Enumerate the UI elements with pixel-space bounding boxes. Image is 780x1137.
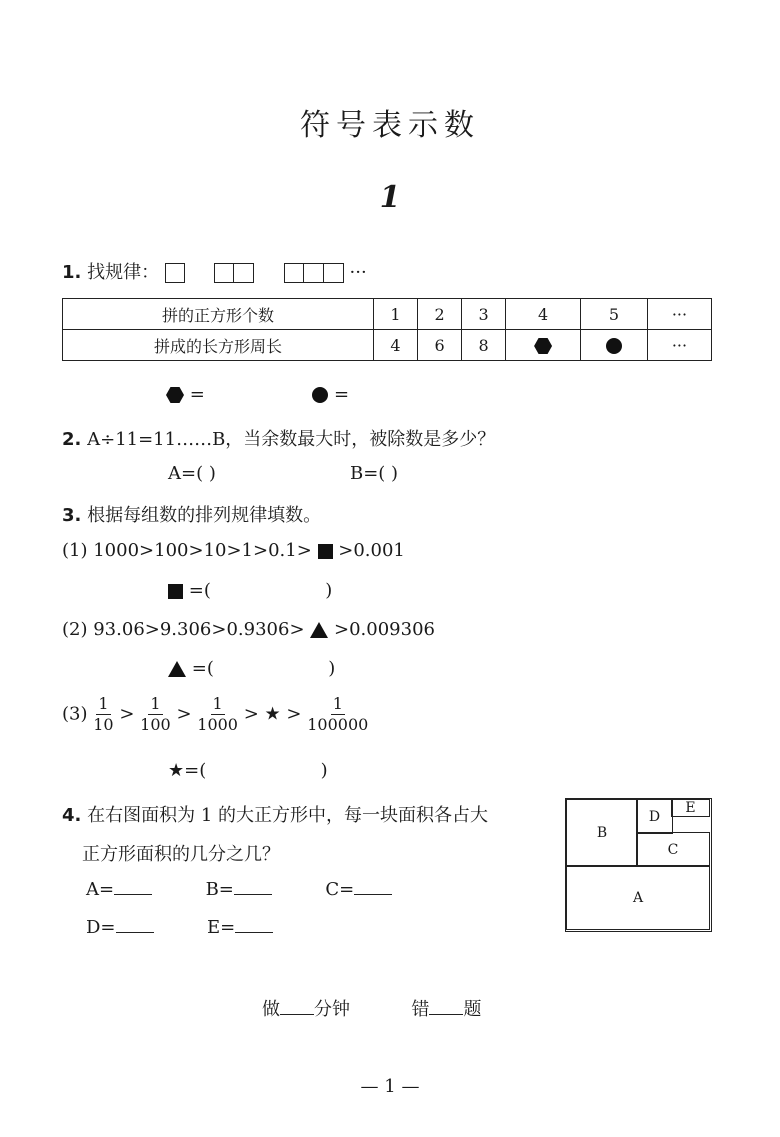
hexagon-icon — [534, 338, 552, 354]
star-icon: ★ — [264, 703, 281, 725]
question-text: 在右图面积为 1 的大正方形中，每一块面积各占大 — [87, 805, 489, 826]
table-cell: 4 — [506, 299, 581, 330]
answer-label: D= — [86, 917, 116, 938]
answer-blank: =( ) — [184, 760, 328, 781]
answer-a: A=( ) — [168, 463, 216, 484]
question-text: 找规律： — [87, 262, 160, 283]
q3-part-2-answer — [168, 658, 335, 679]
question-1 — [62, 258, 367, 284]
table-cell: 1 — [374, 299, 418, 330]
area-diagram — [565, 798, 712, 932]
page-number: — 1 — — [360, 1076, 420, 1097]
table-header-cell: 拼成的长方形周长 — [63, 330, 374, 361]
label-minutes: 分钟 — [314, 999, 350, 1020]
hexagon-icon — [166, 387, 184, 403]
label-problems: 题 — [463, 999, 482, 1020]
q4-answers-row2 — [86, 917, 273, 938]
sequence-text: >0.001 — [338, 540, 405, 561]
region-d: D — [636, 799, 673, 834]
page-title: 符号表示数 — [300, 108, 480, 143]
table-row — [63, 299, 712, 330]
region-b: B — [566, 799, 638, 867]
table-cell: 4 — [374, 330, 418, 361]
equals-sign: = — [334, 384, 350, 405]
question-number: 1. — [62, 262, 82, 283]
answer-blank: =( ) — [191, 658, 336, 679]
q4-answers-row1 — [86, 879, 392, 900]
question-number: 3. — [62, 505, 82, 526]
pattern-table — [62, 298, 712, 361]
part-label: (3) — [62, 703, 88, 725]
q3-part-3-answer — [168, 760, 328, 781]
label-do: 做 — [262, 999, 280, 1020]
answer-blank: =( ) — [188, 580, 333, 601]
question-number: 4. — [62, 805, 82, 826]
region-e: E — [671, 799, 710, 817]
one-square-icon — [165, 263, 185, 283]
section-number: 1 — [379, 180, 401, 215]
part-label: (2) — [62, 619, 88, 640]
sequence-text: 1000>100>10>1>0.1> — [93, 540, 312, 561]
fraction: $\frac{1}{100}$ — [140, 694, 171, 734]
table-cell: 8 — [462, 330, 506, 361]
region-c: C — [636, 832, 710, 867]
greater-than: > — [286, 703, 302, 725]
label-wrong: 错 — [411, 999, 430, 1020]
table-cell: 3 — [462, 299, 506, 330]
q3-part-3 — [62, 694, 368, 735]
answer-b: B=( ) — [350, 463, 399, 484]
table-row — [63, 330, 712, 361]
table-cell: 2 — [418, 299, 462, 330]
table-cell: ··· — [647, 330, 711, 361]
question-text: A÷11=11……B，当余数最大时，被除数是多少？ — [87, 429, 496, 450]
sequence-text: 93.06>9.306>0.9306> — [93, 619, 305, 640]
q3-part-1-answer — [168, 580, 332, 601]
circle-icon — [606, 338, 622, 354]
fraction: $\frac{1}{1000}$ — [197, 694, 238, 734]
two-squares-icon — [214, 263, 254, 283]
time-record — [262, 995, 481, 1021]
table-cell — [506, 330, 581, 361]
part-label: (1) — [62, 540, 88, 561]
table-header-cell: 拼的正方形个数 — [63, 299, 374, 330]
question-3 — [62, 501, 321, 527]
triangle-icon — [310, 622, 328, 638]
q3-part-2 — [62, 619, 435, 640]
region-a: A — [566, 865, 710, 930]
black-square-icon — [168, 584, 183, 599]
answer-label: C= — [325, 879, 355, 900]
three-squares-icon — [284, 263, 344, 283]
fraction: $\frac{1}{100000}$ — [307, 694, 369, 734]
table-cell: 5 — [580, 299, 647, 330]
question-4 — [62, 801, 488, 827]
black-square-icon — [318, 544, 333, 559]
answer-label: A= — [86, 879, 115, 900]
answer-label: B= — [205, 879, 234, 900]
table-cell: ··· — [647, 299, 711, 330]
question-number: 2. — [62, 429, 82, 450]
answer-label: E= — [206, 917, 236, 938]
greater-than: > — [176, 703, 192, 725]
q1-answers — [166, 384, 349, 405]
continuation-dots: ··· — [349, 262, 367, 283]
fraction: $\frac{1}{10}$ — [93, 694, 114, 734]
triangle-icon — [168, 661, 186, 677]
table-cell: 6 — [418, 330, 462, 361]
circle-icon — [312, 387, 328, 403]
question-text-line2: 正方形面积的几分之几？ — [82, 844, 280, 865]
star-icon: ★ — [168, 760, 185, 781]
greater-than: > — [119, 703, 135, 725]
table-cell — [580, 330, 647, 361]
sequence-text: >0.009306 — [334, 619, 435, 640]
question-text: 根据每组数的排列规律填数。 — [87, 505, 322, 526]
q3-part-1 — [62, 540, 405, 561]
question-2 — [62, 425, 495, 451]
equals-sign: = — [189, 384, 205, 405]
greater-than: > — [243, 703, 259, 725]
